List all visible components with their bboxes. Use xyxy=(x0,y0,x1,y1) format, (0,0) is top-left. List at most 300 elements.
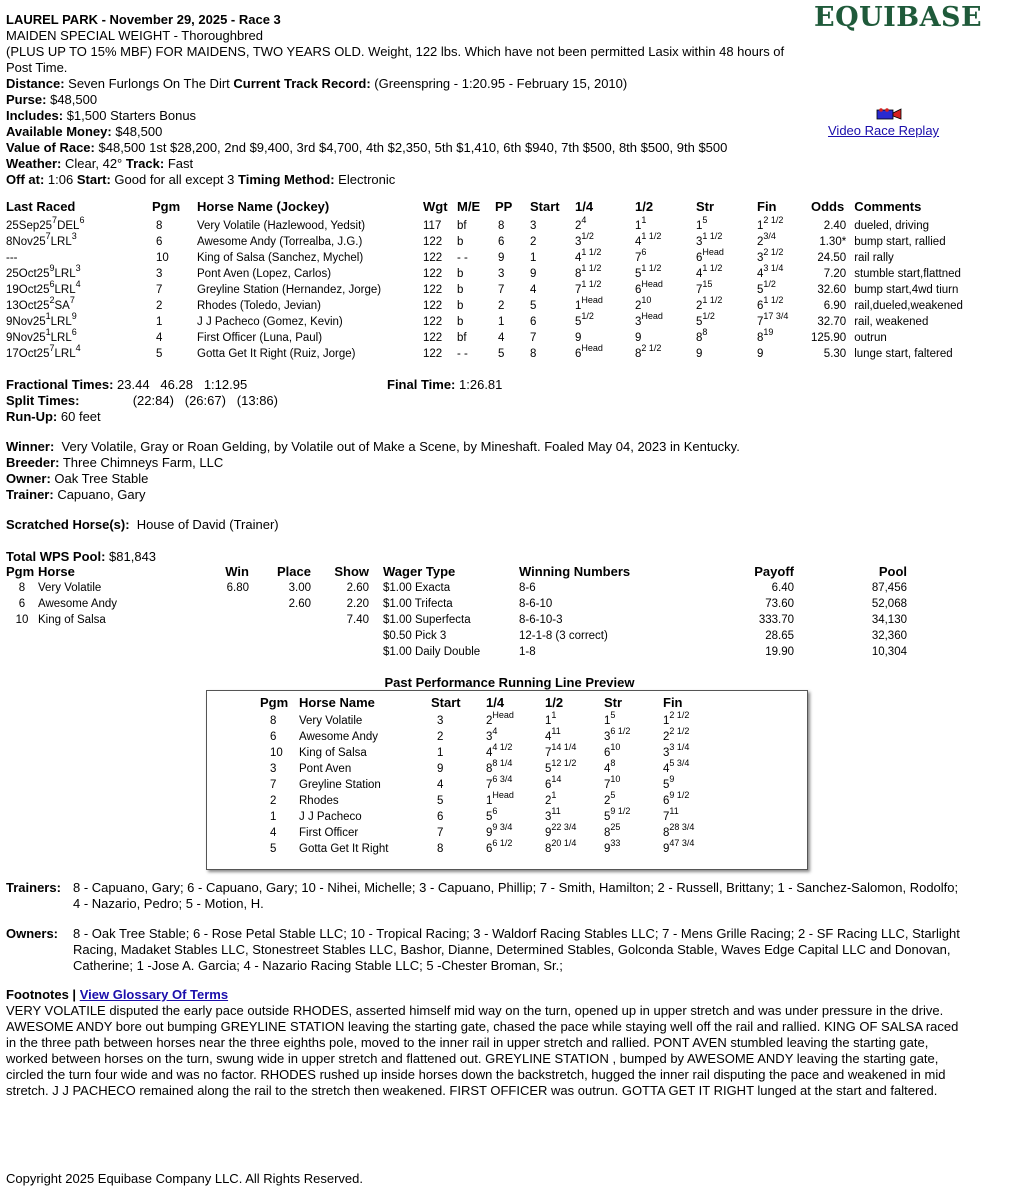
wager-col-pool: Pool xyxy=(878,564,907,579)
pp-horse: Pont Aven xyxy=(299,763,352,775)
odds: 1.30* xyxy=(819,236,847,248)
comment: bump start, rallied xyxy=(854,236,946,248)
equibase-logo[interactable]: EQUIBASE xyxy=(814,2,983,33)
pp-col-horse: Horse Name xyxy=(299,695,375,710)
video-camera-icon[interactable] xyxy=(876,108,902,120)
post-position: 1 xyxy=(498,316,505,328)
results-row xyxy=(6,250,1014,266)
stretch-call: $2^{1 1/2}$ xyxy=(696,295,723,312)
half-call: $5^{1 1/2}$ xyxy=(635,263,662,280)
half-call: $3^{Head}$ xyxy=(635,311,663,328)
start-pos: 6 xyxy=(530,316,537,328)
wager-row xyxy=(383,644,907,660)
pp-stretch: $4^8$ xyxy=(604,758,616,775)
wps-pgm: 6 xyxy=(18,598,26,610)
pgm: 7 xyxy=(156,284,163,296)
run-up-value: 60 feet xyxy=(60,409,101,424)
final-time-value: 1:26.81 xyxy=(459,377,503,392)
pp-col-pgm: Pgm xyxy=(260,695,289,710)
pp-stretch: $6^{10}$ xyxy=(604,742,621,759)
fraction-1: 23.44 xyxy=(117,377,150,392)
post-position: 9 xyxy=(498,252,505,264)
scratched-horses: Scratched Horse(s): House of David (Trainer) xyxy=(6,517,279,532)
pgm: 1 xyxy=(156,316,163,328)
pp-half: $1^1$ xyxy=(545,710,557,727)
results-row xyxy=(6,346,1014,362)
half-call: $2^{10}$ xyxy=(635,295,652,312)
horse-jockey: J J Pacheco (Gomez, Kevin) xyxy=(197,316,343,328)
stretch-call: $5^{1/2}$ xyxy=(696,311,715,328)
results-row xyxy=(6,282,1014,298)
horse-jockey: Pont Aven (Lopez, Carlos) xyxy=(197,268,332,280)
finish-pos: $7^{17 3/4}$ xyxy=(757,311,789,328)
includes-line: Includes: $1,500 Starters Bonus xyxy=(6,108,197,123)
weight: 122 xyxy=(423,252,443,264)
comment: rail, weakened xyxy=(854,316,929,328)
winning-numbers: 8-6-10 xyxy=(519,598,553,610)
finish-pos: $6^{1 1/2}$ xyxy=(757,295,784,312)
col-comments: Comments xyxy=(854,199,922,214)
pgm: 6 xyxy=(156,236,163,248)
half-call: $8^{2 1/2}$ xyxy=(635,343,662,360)
pp-stretch: $3^{6 1/2}$ xyxy=(604,726,631,743)
wager-pool: 52,068 xyxy=(871,598,907,610)
start-pos: 8 xyxy=(530,348,537,360)
winner-info: Winner: Very Volatile, Gray or Roan Gelding, by Volatile out of Make a Scene, by Mineshaft. Foaled May 04, 2023 in Kentucky. Breeder: Three Chimneys Farm, LLC Owner: Oak Tree Stable Trainer: Capuano, Gary xyxy=(6,439,740,502)
weight: 122 xyxy=(423,284,443,296)
last-raced: $17Oct25^7LRL^4$ xyxy=(6,343,81,360)
pgm: 3 xyxy=(156,268,163,280)
results-row xyxy=(6,266,1014,282)
col-horse-jockey: Horse Name (Jockey) xyxy=(197,199,330,214)
pp-horse: Very Volatile xyxy=(299,715,363,727)
pp-half: $6^{14}$ xyxy=(545,774,562,791)
last-raced: $25Sep25^7DEL^6$ xyxy=(6,215,85,232)
wager-pool: 34,130 xyxy=(871,614,907,626)
stretch-call: $1^5$ xyxy=(696,215,708,232)
pp-horse: Awesome Andy xyxy=(299,731,379,743)
wager-type: $1.00 Superfecta xyxy=(383,614,471,626)
start-pos: 7 xyxy=(530,332,537,344)
half-call: $4^{1 1/2}$ xyxy=(635,231,662,248)
post-position: 4 xyxy=(498,332,505,344)
stretch-call: 9 xyxy=(696,348,703,360)
stretch-call: $4^{1 1/2}$ xyxy=(696,263,723,280)
pp-half: $9^{22 3/4}$ xyxy=(545,822,577,839)
wps-row xyxy=(6,596,369,612)
horse-jockey: First Officer (Luna, Paul) xyxy=(197,332,323,344)
pgm: 5 xyxy=(156,348,163,360)
post-position: 6 xyxy=(498,236,505,248)
wager-row xyxy=(383,628,907,644)
start-pos: 5 xyxy=(530,300,537,312)
wager-type: $1.00 Daily Double xyxy=(383,646,481,658)
post-position: 3 xyxy=(498,268,505,280)
wps-col-horse: Horse xyxy=(38,564,75,579)
weight: 122 xyxy=(423,300,443,312)
odds: 125.90 xyxy=(811,332,847,344)
weight: 122 xyxy=(423,348,443,360)
race-header xyxy=(6,12,796,188)
weather-line: Weather: Clear, 42° Track: Fast xyxy=(6,156,194,171)
footnotes xyxy=(6,987,968,1099)
race-type: MAIDEN SPECIAL WEIGHT - Thoroughbred xyxy=(6,28,263,43)
wps-win xyxy=(201,596,249,612)
available-line: Available Money: $48,500 xyxy=(6,124,163,139)
quarter-call: $7^{1 1/2}$ xyxy=(575,279,602,296)
comment: bump start,4wd tiurn xyxy=(854,284,959,296)
wager-col-payoff: Payoff xyxy=(754,564,794,579)
half-call: 9 xyxy=(635,332,642,344)
pp-start: 9 xyxy=(437,763,444,775)
track-condition: Fast xyxy=(167,156,194,171)
scratched-value: House of David (Trainer) xyxy=(136,517,279,532)
start-pos: 1 xyxy=(530,252,537,264)
quarter-call: $2^4$ xyxy=(575,215,587,232)
finish-pos: $3^{2 1/2}$ xyxy=(757,247,784,264)
track-record: (Greenspring - 1:20.95 - February 15, 2010) xyxy=(374,76,628,91)
wps-show: 2.60 xyxy=(346,582,369,594)
trainers-section xyxy=(6,880,966,912)
wager-pool: 10,304 xyxy=(871,646,907,658)
med-equip: b xyxy=(457,268,464,280)
pp-half: $7^{14 1/4}$ xyxy=(545,742,577,759)
distance: Seven Furlongs On The Dirt xyxy=(68,76,230,91)
col-wgt: Wgt xyxy=(423,199,448,214)
pp-quarter: $7^{6 3/4}$ xyxy=(486,774,513,791)
pgm: 10 xyxy=(156,252,169,264)
quarter-call: $6^{Head}$ xyxy=(575,343,603,360)
finish-pos: $4^{3 1/4}$ xyxy=(757,263,784,280)
winner-description: Very Volatile, Gray or Roan Gelding, by Volatile out of Make a Scene, by Mineshaft. Foaled May 04, 2023 in Kentucky. xyxy=(61,439,740,454)
pp-horse: King of Salsa xyxy=(299,747,367,759)
wps-win xyxy=(201,612,249,628)
pp-col-finish: Fin xyxy=(663,695,683,710)
stretch-call: $7^{15}$ xyxy=(696,279,713,296)
off-at: 1:06 xyxy=(47,172,74,187)
wps-horse: Awesome Andy xyxy=(38,598,118,610)
stretch-call: $3^{1 1/2}$ xyxy=(696,231,723,248)
wps-horse: Very Volatile xyxy=(38,582,102,594)
horse-jockey: Awesome Andy (Torrealba, J.G.) xyxy=(197,236,363,248)
wager-row xyxy=(383,612,907,628)
pp-col-quarter: 1/4 xyxy=(486,695,505,710)
wager-table xyxy=(383,564,907,660)
col-quarter: 1/4 xyxy=(575,199,594,214)
pp-quarter: $8^{8 1/4}$ xyxy=(486,758,513,775)
horse-jockey: King of Salsa (Sanchez, Mychel) xyxy=(197,252,364,264)
last-raced: $8Nov25^7LRL^3$ xyxy=(6,231,77,248)
trainer: Capuano, Gary xyxy=(57,487,146,502)
last-raced: $9Nov25^1LRL^6$ xyxy=(6,327,77,344)
timing-method: Electronic xyxy=(338,172,396,187)
video-replay-link[interactable]: Video Race Replay xyxy=(828,123,940,138)
weight: 117 xyxy=(423,220,442,232)
wps-show: 7.40 xyxy=(346,614,369,626)
run-up: Run-Up: 60 feet xyxy=(6,409,101,424)
col-finish: Fin xyxy=(757,199,777,214)
quarter-call: $8^{1 1/2}$ xyxy=(575,263,602,280)
pp-finish: $8^{28 3/4}$ xyxy=(663,822,695,839)
includes: $1,500 Starters Bonus xyxy=(66,108,197,123)
wps-table xyxy=(6,564,369,628)
wps-header-row xyxy=(6,564,369,580)
post-position: 8 xyxy=(498,220,505,232)
wager-type: $1.00 Trifecta xyxy=(383,598,453,610)
pp-half: $5^{12 1/2}$ xyxy=(545,758,577,775)
odds: 6.90 xyxy=(823,300,847,312)
col-odds: Odds xyxy=(811,199,845,214)
wager-row xyxy=(383,580,907,596)
odds: 5.30 xyxy=(823,348,847,360)
pp-half: $3^{11}$ xyxy=(545,806,561,823)
pp-preview-table xyxy=(260,693,723,857)
distance-line: Distance: Seven Furlongs On The Dirt Current Track Record: (Greenspring - 1:20.95 - February 15, 2010) xyxy=(6,76,628,91)
col-half: 1/2 xyxy=(635,199,654,214)
odds: 2.40 xyxy=(823,220,847,232)
finish-pos: $8^{19}$ xyxy=(757,327,774,344)
wager-col-numbers: Winning Numbers xyxy=(519,564,631,579)
results-row xyxy=(6,298,1014,314)
pp-stretch: $1^5$ xyxy=(604,710,616,727)
wps-pgm: 10 xyxy=(15,614,29,626)
pp-stretch: $2^5$ xyxy=(604,790,616,807)
pp-col-half: 1/2 xyxy=(545,695,564,710)
col-stretch: Str xyxy=(696,199,715,214)
last-raced: $9Nov25^1LRL^9$ xyxy=(6,311,77,328)
wager-row xyxy=(383,596,907,612)
pp-start: 3 xyxy=(437,715,444,727)
med-equip: - - xyxy=(457,252,468,264)
last-raced: --- xyxy=(6,252,18,264)
pp-stretch: $8^{25}$ xyxy=(604,822,621,839)
pp-horse: Gotta Get It Right xyxy=(299,843,389,855)
pp-start: 1 xyxy=(437,747,444,759)
med-equip: b xyxy=(457,316,464,328)
pp-quarter: $6^{6 1/2}$ xyxy=(486,838,513,855)
start-pos: 3 xyxy=(530,220,537,232)
odds: 7.20 xyxy=(823,268,847,280)
copyright: Copyright 2025 Equibase Company LLC. All Rights Reserved. xyxy=(6,1171,363,1186)
pp-col-stretch: Str xyxy=(604,695,623,710)
wager-payoff: 73.60 xyxy=(765,598,794,610)
pp-pgm: 2 xyxy=(270,795,277,807)
quarter-call: $5^{1/2}$ xyxy=(575,311,594,328)
pp-half: $2^1$ xyxy=(545,790,557,807)
half-call: $1^1$ xyxy=(635,215,647,232)
post-position: 5 xyxy=(498,348,505,360)
wager-payoff: 333.70 xyxy=(758,614,794,626)
split-2: (26:67) xyxy=(184,393,226,408)
post-position: 7 xyxy=(498,284,505,296)
start-pos: 2 xyxy=(530,236,537,248)
pp-horse: Rhodes xyxy=(299,795,339,807)
wps-col-place: Place xyxy=(277,564,311,579)
pp-finish: $9^{47 3/4}$ xyxy=(663,838,695,855)
pp-pgm: 5 xyxy=(270,843,277,855)
weight: 122 xyxy=(423,268,443,280)
results-header-row xyxy=(6,196,1014,218)
weather: Clear, 42° xyxy=(65,156,123,171)
trainers-list: 8 - Capuano, Gary; 6 - Capuano, Gary; 10 - Nihei, Michelle; 3 - Capuano, Phillip; 7 - Smith, Hamilton; 2 - Russell, Brittany; 1 - Sanchez-Salomon, Rodolfo; 4 - Nazario, Pedro; 5 - Motion, H. xyxy=(73,880,959,911)
wps-col-pgm: Pgm xyxy=(6,564,35,579)
pp-start: 7 xyxy=(437,827,444,839)
finish-pos: $2^{3/4}$ xyxy=(757,231,776,248)
comment: dueled, driving xyxy=(854,220,929,232)
wps-pgm: 8 xyxy=(18,582,26,594)
wager-payoff: 28.65 xyxy=(765,630,794,642)
winning-numbers: 8-6-10-3 xyxy=(519,614,563,626)
comment: rail,dueled,weakened xyxy=(854,300,963,312)
start-note: Good for all except 3 xyxy=(114,172,235,187)
horse-jockey: Greyline Station (Hernandez, Jorge) xyxy=(197,284,382,296)
col-start: Start xyxy=(530,199,560,214)
wps-place xyxy=(249,612,311,628)
pp-pgm: 8 xyxy=(270,715,277,727)
start-pos: 4 xyxy=(530,284,537,296)
fraction-2: 46.28 xyxy=(160,377,193,392)
available-money: $48,500 xyxy=(115,124,163,139)
pp-preview-box xyxy=(206,690,808,870)
quarter-call: $4^{1 1/2}$ xyxy=(575,247,602,264)
results-row xyxy=(6,330,1014,346)
pp-pgm: 7 xyxy=(270,779,277,791)
pp-horse: J J Pacheco xyxy=(299,811,362,823)
pp-half: $4^{11}$ xyxy=(545,726,561,743)
pp-quarter: $5^6$ xyxy=(486,806,498,823)
stretch-call: $8^8$ xyxy=(696,327,708,344)
col-pp: PP xyxy=(495,199,513,214)
wps-pool-value: $81,843 xyxy=(109,549,157,564)
pp-finish: $2^{2 1/2}$ xyxy=(663,726,690,743)
comment: lunge start, faltered xyxy=(854,348,953,360)
col-pgm: Pgm xyxy=(152,199,181,214)
med-equip: bf xyxy=(457,332,467,344)
results-row xyxy=(6,234,1014,250)
pp-finish: $7^{11}$ xyxy=(663,806,679,823)
pp-finish: $5^9$ xyxy=(663,774,675,791)
finish-pos: $5^{1/2}$ xyxy=(757,279,776,296)
pp-finish: $6^{9 1/2}$ xyxy=(663,790,690,807)
pgm: 2 xyxy=(156,300,163,312)
wps-horse: King of Salsa xyxy=(38,614,106,626)
wps-win: 6.80 xyxy=(226,582,249,594)
pp-quarter: $9^{9 3/4}$ xyxy=(486,822,513,839)
last-raced: $13Oct25^2SA^7$ xyxy=(6,295,75,312)
pp-start: 4 xyxy=(437,779,444,791)
final-time: Final Time: 1:26.81 xyxy=(387,377,503,392)
wps-col-show: Show xyxy=(334,564,369,579)
pp-pgm: 6 xyxy=(270,731,277,743)
pp-row xyxy=(260,841,723,857)
breeder: Three Chimneys Farm, LLC xyxy=(62,455,224,470)
split-times: Split Times: (22:84) (26:67) (13:86) xyxy=(6,393,278,408)
wps-pool: Total WPS Pool: $81,843 xyxy=(6,549,157,564)
pp-pgm: 3 xyxy=(270,763,277,775)
wager-payoff: 6.40 xyxy=(771,582,794,594)
glossary-link[interactable]: View Glossary Of Terms xyxy=(79,987,229,1002)
pp-pgm: 10 xyxy=(270,747,283,759)
wager-type: $0.50 Pick 3 xyxy=(383,630,447,642)
purse-line: Purse: $48,500 xyxy=(6,92,98,107)
pp-pgm: 4 xyxy=(270,827,277,839)
odds: 32.60 xyxy=(817,284,847,296)
offat-line: Off at: 1:06 Start: Good for all except 3 Timing Method: Electronic xyxy=(6,172,396,187)
owners-list: 8 - Oak Tree Stable; 6 - Rose Petal Stable LLC; 10 - Tropical Racing; 3 - Waldorf Racing Stables LLC; 7 - Mens Grille Racing; 2 - SF Racing LLC, Starlight Racing, Madaket Stables LLC, Stonestreet Stables LLC, Bashor, Dianne, Determined Stables, Golconda Stable, Waves Edge Capital LLC and Donovan, Catherine; 1 -Jose A. Garcia; 4 - Nazario Racing Stable LLC; 5 -Chester Broman, Sr.; xyxy=(73,926,960,973)
pp-quarter: $3^4$ xyxy=(486,726,498,743)
stretch-call: $6^{Head}$ xyxy=(696,247,724,264)
pp-quarter: $4^{4 1/2}$ xyxy=(486,742,513,759)
quarter-call: 9 xyxy=(575,332,582,344)
wager-payoff: 19.90 xyxy=(765,646,794,658)
odds: 24.50 xyxy=(817,252,847,264)
pp-quarter: $2^{Head}$ xyxy=(486,710,514,727)
post-position: 2 xyxy=(498,300,505,312)
race-value: $48,500 1st $28,200, 2nd $9,400, 3rd $4,700, 4th $2,350, 5th $1,410, 6th $940, 7th $500, 8th $500, 9th $500 xyxy=(98,140,728,155)
comment: rail rally xyxy=(854,252,894,264)
fraction-3: 1:12.95 xyxy=(203,377,248,392)
owners-section xyxy=(6,926,966,974)
comment: outrun xyxy=(854,332,887,344)
med-equip: b xyxy=(457,236,464,248)
wager-type: $1.00 Exacta xyxy=(383,582,451,594)
pgm: 4 xyxy=(156,332,163,344)
winning-numbers: 12-1-8 (3 correct) xyxy=(519,630,608,642)
pp-col-start: Start xyxy=(431,695,461,710)
horse-jockey: Gotta Get It Right (Ruiz, Jorge) xyxy=(197,348,356,360)
split-1: (22:84) xyxy=(132,393,174,408)
horse-jockey: Very Volatile (Hazlewood, Yedsit) xyxy=(197,220,366,232)
pp-finish: $3^{3 1/4}$ xyxy=(663,742,690,759)
pp-start: 8 xyxy=(437,843,444,855)
pp-start: 6 xyxy=(437,811,444,823)
pp-finish: $1^{2 1/2}$ xyxy=(663,710,690,727)
horse-jockey: Rhodes (Toledo, Jevian) xyxy=(197,300,322,312)
wager-header-row xyxy=(383,564,907,580)
pp-quarter: $1^{Head}$ xyxy=(486,790,514,807)
pp-horse: First Officer xyxy=(299,827,359,839)
col-last-raced: Last Raced xyxy=(6,199,76,214)
wps-place: 2.60 xyxy=(288,598,311,610)
owners-label: Owners: xyxy=(6,926,59,941)
results-table xyxy=(6,196,1014,362)
finish-pos: $1^{2 1/2}$ xyxy=(757,215,784,232)
col-me: M/E xyxy=(457,199,481,214)
pp-preview-title: Past Performance Running Line Preview xyxy=(384,675,635,690)
wps-col-win: Win xyxy=(225,564,249,579)
trainers-label: Trainers: xyxy=(6,880,61,895)
owner: Oak Tree Stable xyxy=(54,471,149,486)
quarter-call: $3^{1/2}$ xyxy=(575,231,594,248)
wps-show: 2.20 xyxy=(346,598,369,610)
weight: 122 xyxy=(423,316,443,328)
med-equip: - - xyxy=(457,348,468,360)
footnotes-text: VERY VOLATILE disputed the early pace outside RHODES, asserted himself mid way on the turn, opened up in upper stretch and was under pressure in the drive. AWESOME ANDY bore out bumping GREYLINE STATION leaving the starting gate, chased the pace while staying well off the rail and rallied. KING OF SALSA raced in the three path between horses near the three eighths pole, moved to the inner rail in upper stretch and rallied. PONT AVEN stumbled leaving the starting gate, worked between horses on the turn, swung wide in upper stretch and flattened out. GREYLINE STATION , bumped by AWESOME ANDY leaving the starting gate, circled the turn four wide and was no factor. RHODES rushed up inside horses down the backstretch, hugged the inner rail disputing the pace and weakened in mid stretch. J J PACHECO remained along the rail to the stretch then weakened. FIRST OFFICER was outrun. GOTTA GET IT RIGHT lunged at the start and faltered. xyxy=(6,1003,959,1098)
quarter-call: $1^{Head}$ xyxy=(575,295,603,312)
start-pos: 9 xyxy=(530,268,537,280)
half-call: $6^{Head}$ xyxy=(635,279,663,296)
med-equip: b xyxy=(457,284,464,296)
race-title: LAUREL PARK - November 29, 2025 - Race 3 xyxy=(6,12,281,27)
pp-finish: $4^{5 3/4}$ xyxy=(663,758,690,775)
pgm: 8 xyxy=(156,220,163,232)
wager-col-type: Wager Type xyxy=(383,564,456,579)
comment: stumble start,flattned xyxy=(854,268,961,280)
wps-place: 3.00 xyxy=(288,582,311,594)
wager-pool: 32,360 xyxy=(871,630,907,642)
value-line: Value of Race: $48,500 1st $28,200, 2nd $9,400, 3rd $4,700, 4th $2,350, 5th $1,410, 6th $940, 7th $500, 8th $500, 9th $500 xyxy=(6,140,728,155)
med-equip: b xyxy=(457,300,464,312)
